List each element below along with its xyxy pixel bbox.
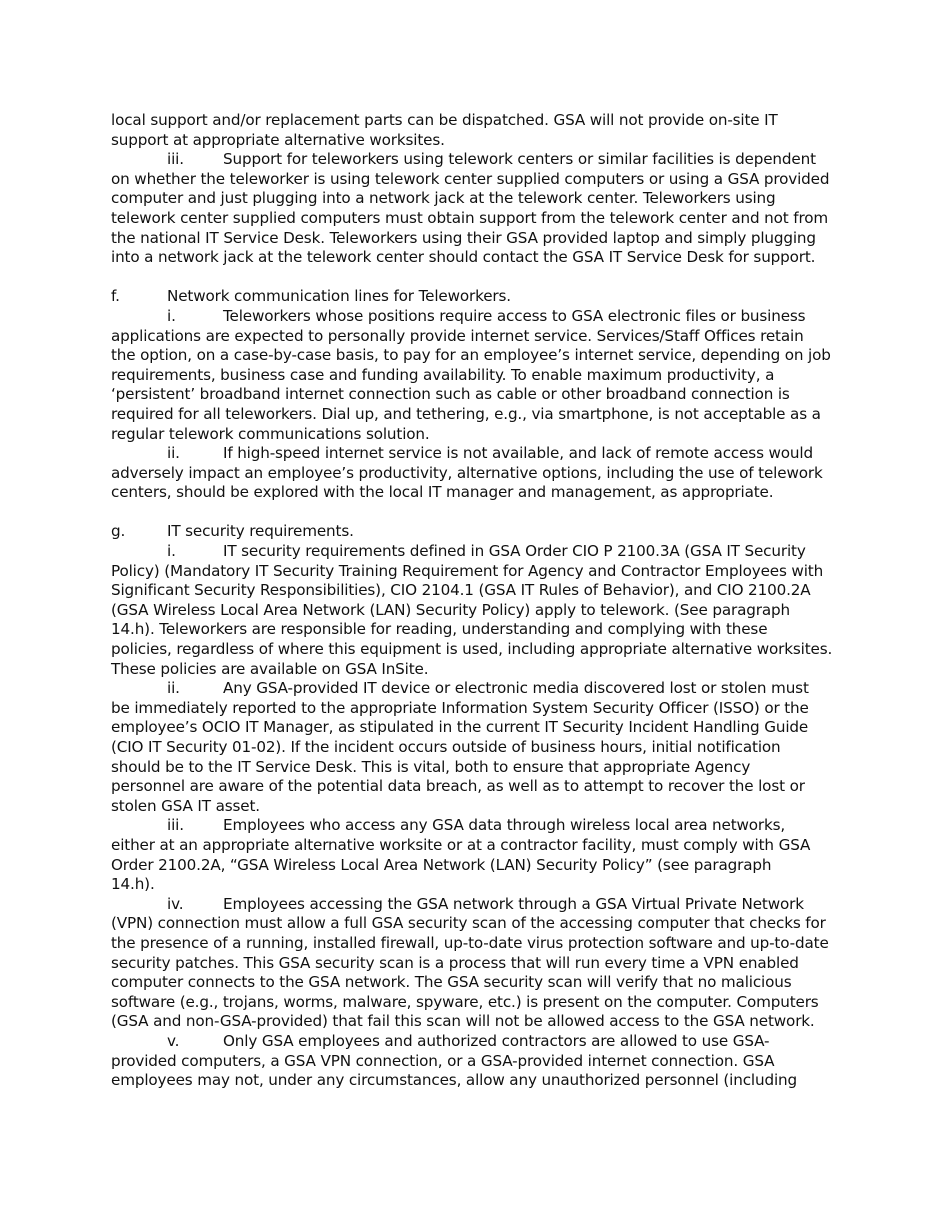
section-title: Network communication lines for Teleworkers. — [167, 287, 511, 306]
text-line: Order 2100.2A, “GSA Wireless Local Area Network (LAN) Security Policy” (see paragraph — [111, 855, 772, 874]
text-line: These policies are available on GSA InSite. — [111, 659, 429, 678]
section-heading — [111, 287, 841, 307]
text-line: into a network jack at the telework center should contact the GSA IT Service Desk for support. — [111, 248, 816, 267]
text-line: (VPN) connection must allow a full GSA security scan of the accessing computer that checks for — [111, 914, 826, 933]
list-marker: i. — [167, 306, 176, 325]
document-page — [111, 111, 841, 1091]
text-line: Employees who access any GSA data through wireless local area networks, — [223, 816, 786, 835]
text-line: 14.h). — [111, 875, 155, 894]
text-line: either at an appropriate alternative worksite or at a contractor facility, must comply with GSA — [111, 835, 811, 854]
text-line: required for all teleworkers. Dial up, and tethering, e.g., via smartphone, is not acceptable as a — [111, 404, 821, 423]
text-line: Policy) (Mandatory IT Security Training Requirement for Agency and Contractor Employees with — [111, 561, 824, 580]
list-marker: iii. — [167, 816, 184, 835]
text-line: Any GSA-provided IT device or electronic media discovered lost or stolen must — [223, 679, 809, 698]
list-item-first-line — [111, 542, 841, 562]
text-line: employees may not, under any circumstances, allow any unauthorized personnel (including — [111, 1071, 797, 1090]
text-line: (GSA Wireless Local Area Network (LAN) Security Policy) apply to telework. (See paragraph — [111, 600, 790, 619]
list-item-first-line — [111, 895, 841, 915]
text-line: centers, should be explored with the local IT manager and management, as appropriate. — [111, 483, 774, 502]
text-line: the presence of a running, installed firewall, up-to-date virus protection software and up-to-date — [111, 933, 829, 952]
text-line: applications are expected to personally provide internet service. Services/Staff Offices retain — [111, 326, 804, 345]
text-line: ‘persistent’ broadband internet connection such as cable or other broadband connection is — [111, 385, 790, 404]
list-marker: ii. — [167, 679, 180, 698]
text-line: Only GSA employees and authorized contractors are allowed to use GSA- — [223, 1031, 770, 1050]
list-marker: v. — [167, 1031, 180, 1050]
text-line: the option, on a case-by-case basis, to pay for an employee’s internet service, depending on job — [111, 346, 831, 365]
spacer — [111, 503, 841, 523]
list-item-first-line — [111, 1032, 841, 1052]
text-line: personnel are aware of the potential data breach, as well as to attempt to recover the lost or — [111, 777, 805, 796]
text-line: IT security requirements defined in GSA Order CIO P 2100.3A (GSA IT Security — [223, 542, 806, 561]
text-line: software (e.g., trojans, worms, malware, spyware, etc.) is present on the computer. Computers — [111, 992, 819, 1011]
section-marker: f. — [111, 287, 120, 306]
text-line: local support and/or replacement parts can be dispatched. GSA will not provide on-site IT — [111, 111, 778, 129]
text-line: Significant Security Responsibilities), CIO 2104.1 (GSA IT Rules of Behavior), and CIO 2100.2A — [111, 581, 811, 600]
list-marker: ii. — [167, 444, 180, 463]
text-line: adversely impact an employee’s productivity, alternative options, including the use of telework — [111, 463, 823, 482]
section-heading — [111, 522, 841, 542]
text-line: requirements, business case and funding availability. To enable maximum productivity, a — [111, 365, 775, 384]
text-line: policies, regardless of where this equipment is used, including appropriate alternative worksites. — [111, 640, 833, 659]
text-line: computer and just plugging into a network jack at the telework center. Teleworkers using — [111, 189, 776, 208]
text-line: be immediately reported to the appropriate Information System Security Officer (ISSO) or the — [111, 698, 809, 717]
section-marker: g. — [111, 522, 126, 541]
list-item-first-line — [111, 679, 841, 699]
text-line: employee’s OCIO IT Manager, as stipulated in the current IT Security Incident Handling Guide — [111, 718, 809, 737]
text-line: (GSA and non-GSA-provided) that fail this scan will not be allowed access to the GSA network. — [111, 1012, 815, 1031]
text-line: If high-speed internet service is not available, and lack of remote access would — [223, 444, 813, 463]
text-line: Teleworkers whose positions require access to GSA electronic files or business — [223, 306, 806, 325]
spacer — [111, 268, 841, 288]
list-item-first-line — [111, 444, 841, 464]
list-marker: iv. — [167, 894, 184, 913]
text-line: on whether the teleworker is using telework center supplied computers or using a GSA provided — [111, 169, 830, 188]
text-line: Support for teleworkers using telework centers or similar facilities is dependent — [223, 150, 816, 169]
list-marker: i. — [167, 542, 176, 561]
text-line: computer connects to the GSA network. The GSA security scan will verify that no malicious — [111, 973, 792, 992]
list-item-first-line — [111, 150, 841, 170]
text-line: support at appropriate alternative worksites. — [111, 130, 445, 149]
text-line: the national IT Service Desk. Teleworkers using their GSA provided laptop and simply plugging — [111, 228, 816, 247]
text-line: Employees accessing the GSA network through a GSA Virtual Private Network — [223, 894, 804, 913]
text-line: telework center supplied computers must obtain support from the telework center and not from — [111, 208, 829, 227]
text-line: regular telework communications solution. — [111, 424, 430, 443]
text-line: 14.h). Teleworkers are responsible for reading, understanding and complying with these — [111, 620, 768, 639]
list-item-first-line — [111, 307, 841, 327]
section-title: IT security requirements. — [167, 522, 354, 541]
text-line: provided computers, a GSA VPN connection, or a GSA-provided internet connection. GSA — [111, 1051, 775, 1070]
list-marker: iii. — [167, 150, 184, 169]
list-item-first-line — [111, 816, 841, 836]
text-line: (CIO IT Security 01-02). If the incident occurs outside of business hours, initial notification — [111, 738, 781, 756]
text-line: security patches. This GSA security scan is a process that will run every time a VPN enabled — [111, 953, 799, 972]
text-line: stolen GSA IT asset. — [111, 796, 260, 815]
text-line: should be to the IT Service Desk. This is vital, both to ensure that appropriate Agency — [111, 757, 751, 776]
